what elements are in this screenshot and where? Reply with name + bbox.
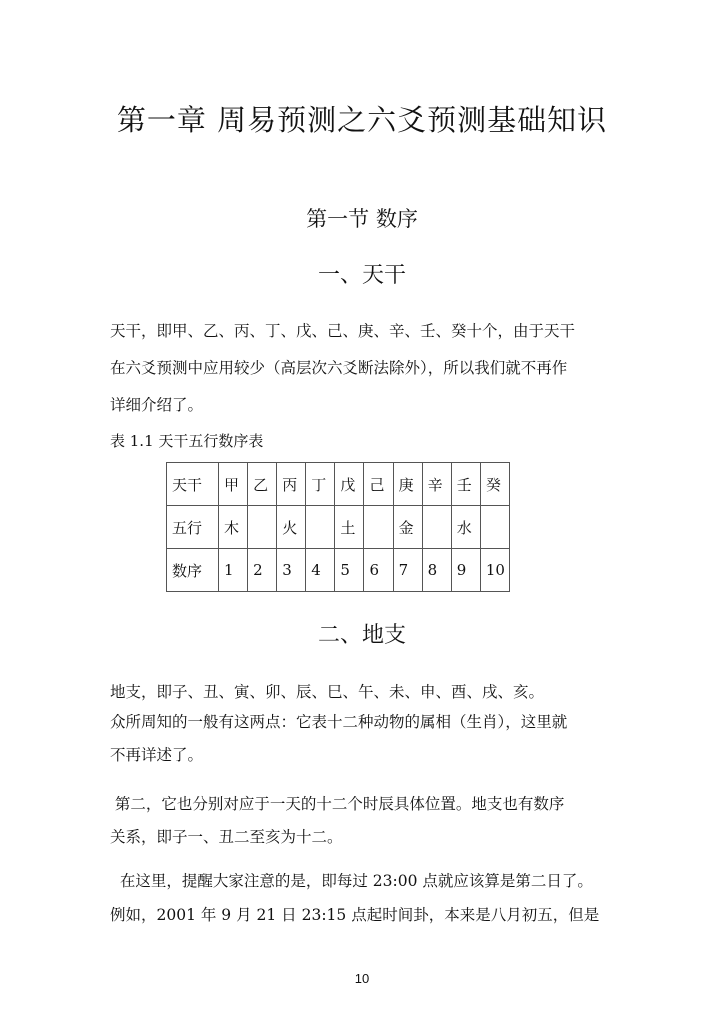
table-cell: 己: [364, 463, 393, 506]
table-cell: 数序: [167, 549, 219, 592]
table-cell: 乙: [248, 463, 277, 506]
table-cell: 1: [219, 549, 248, 592]
paragraph-line: 众所周知的一般有这两点：它表十二种动物的属相（生肖），这里就: [110, 713, 568, 731]
table-cell: [364, 506, 393, 549]
table-cell: 土: [335, 506, 364, 549]
paragraph-line: 关系，即子一、丑二至亥为十二。: [110, 828, 343, 846]
table-cell: 7: [393, 549, 422, 592]
paragraph-line: 详细介绍了。: [110, 396, 204, 414]
table-cell: 癸: [480, 463, 509, 506]
paragraph-line: 在这里，提醒大家注意的是，即每过 23:00 点就应该算是第二日了。: [110, 872, 593, 890]
table-cell: 壬: [451, 463, 480, 506]
table-cell: 庚: [393, 463, 422, 506]
paragraph-line: 地支，即子、丑、寅、卯、辰、巳、午、未、申、酉、戌、亥。: [110, 683, 545, 701]
table-caption: 表 1.1 天干五行数序表: [110, 432, 264, 450]
chapter-title: 第一章 周易预测之六爻预测基础知识: [116, 103, 608, 137]
table-cell: 2: [248, 549, 277, 592]
heading-dizhi: 二、地支: [317, 623, 406, 648]
paragraph-line: 例如，2001 年 9 月 21 日 23:15 点起时间卦，本来是八月初五，但是: [110, 906, 600, 924]
table-cell: 4: [306, 549, 335, 592]
section-title: 第一节 数序: [306, 207, 418, 231]
table-cell: 丁: [306, 463, 335, 506]
table-cell: 金: [393, 506, 422, 549]
table-cell: [422, 506, 451, 549]
paragraph-line: 天干，即甲、乙、丙、丁、戊、己、庚、辛、壬、癸十个，由于天干: [110, 322, 576, 340]
table-cell: [306, 506, 335, 549]
table-cell: 5: [335, 549, 364, 592]
table-row: [167, 506, 510, 549]
table-cell: 丙: [277, 463, 306, 506]
heading-tiangan: 一、天干: [317, 263, 406, 288]
table-row: [167, 463, 510, 506]
paragraph-line: 在六爻预测中应用较少（高层次六爻断法除外），所以我们就不再作: [110, 359, 568, 377]
page-number: 10: [354, 971, 370, 986]
table-cell: 天干: [167, 463, 219, 506]
table-row: [167, 549, 510, 592]
table-cell: 甲: [219, 463, 248, 506]
table-cell: 3: [277, 549, 306, 592]
table-cell: [248, 506, 277, 549]
table-cell: 8: [422, 549, 451, 592]
paragraph-line: 第二，它也分别对应于一天的十二个时辰具体位置。地支也有数序: [110, 795, 565, 813]
table-cell: 火: [277, 506, 306, 549]
table-cell: [480, 506, 509, 549]
table-cell: 6: [364, 549, 393, 592]
table-cell: 戊: [335, 463, 364, 506]
table-cell: 辛: [422, 463, 451, 506]
tiangan-wuxing-table: [166, 462, 510, 592]
table-cell: 10: [480, 549, 509, 592]
paragraph-line: 不再详述了。: [110, 746, 204, 764]
table-cell: 五行: [167, 506, 219, 549]
table-cell: 木: [219, 506, 248, 549]
table-cell: 9: [451, 549, 480, 592]
table-cell: 水: [451, 506, 480, 549]
